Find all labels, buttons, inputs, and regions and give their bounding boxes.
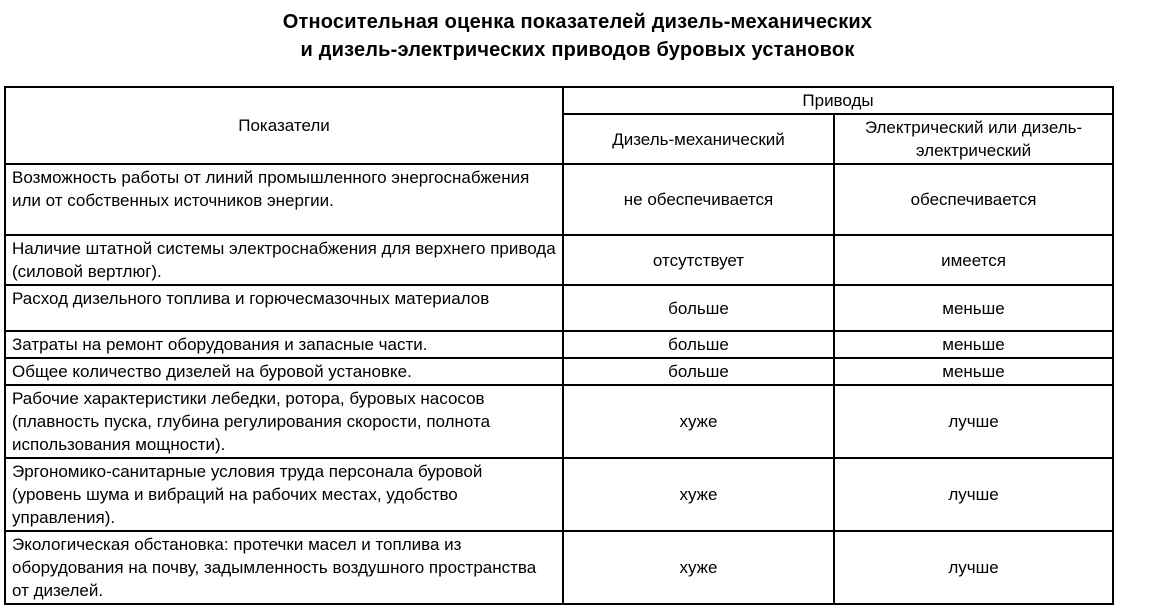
indicator-cell: Экологическая обстановка: протечки масел и топлива из оборудования на почву, задымленность воздушного пространства от дизелей. <box>5 531 563 604</box>
electric-value-cell: лучше <box>834 458 1113 531</box>
mech-value-cell: больше <box>563 285 834 331</box>
electric-value-cell: лучше <box>834 385 1113 458</box>
indicator-cell: Расход дизельного топлива и горючесмазочных материалов <box>5 285 563 331</box>
mech-value-cell: хуже <box>563 458 834 531</box>
mech-value-cell: больше <box>563 331 834 358</box>
electric-value-cell: имеется <box>834 235 1113 285</box>
table-row <box>5 285 1113 331</box>
table-row <box>5 164 1113 235</box>
mech-value-cell: отсутствует <box>563 235 834 285</box>
indicator-cell: Рабочие характеристики лебедки, ротора, буровых насосов (плавность пуска, глубина регулирования скорости, полнота использования мощности). <box>5 385 563 458</box>
electric-value-cell: лучше <box>834 531 1113 604</box>
table-header-row-group <box>5 87 1113 114</box>
electric-value-cell: меньше <box>834 331 1113 358</box>
mech-value-cell: не обеспечивается <box>563 164 834 235</box>
table-row <box>5 385 1113 458</box>
mech-value-cell: больше <box>563 358 834 385</box>
mech-value-cell: хуже <box>563 531 834 604</box>
table-row <box>5 235 1113 285</box>
indicator-cell: Эргономико-санитарные условия труда персонала буровой (уровень шума и вибраций на рабочих местах, удобство управления). <box>5 458 563 531</box>
electric-value-cell: меньше <box>834 358 1113 385</box>
header-drives-group: Приводы <box>563 87 1113 114</box>
mech-value-cell: хуже <box>563 385 834 458</box>
indicator-cell: Затраты на ремонт оборудования и запасные части. <box>5 331 563 358</box>
header-diesel-electric: Электрический или дизель-электрический <box>834 114 1113 164</box>
table-row <box>5 358 1113 385</box>
indicator-cell: Возможность работы от линий промышленного энергоснабжения или от собственных источников энергии. <box>5 164 563 235</box>
comparison-table <box>4 86 1114 605</box>
electric-value-cell: обеспечивается <box>834 164 1113 235</box>
table-row <box>5 458 1113 531</box>
page-title-line2: и дизель-электрических приводов буровых установок <box>300 39 855 61</box>
indicator-cell: Наличие штатной системы электроснабжения для верхнего привода (силовой вертлюг). <box>5 235 563 285</box>
header-indicators: Показатели <box>5 87 563 164</box>
indicator-cell: Общее количество дизелей на буровой установке. <box>5 358 563 385</box>
page-title <box>0 8 1155 64</box>
table-row <box>5 531 1113 604</box>
header-diesel-mechanical: Дизель-механический <box>563 114 834 164</box>
page-title-line1: Относительная оценка показателей дизель-механических <box>282 11 873 33</box>
table-row <box>5 331 1113 358</box>
electric-value-cell: меньше <box>834 285 1113 331</box>
